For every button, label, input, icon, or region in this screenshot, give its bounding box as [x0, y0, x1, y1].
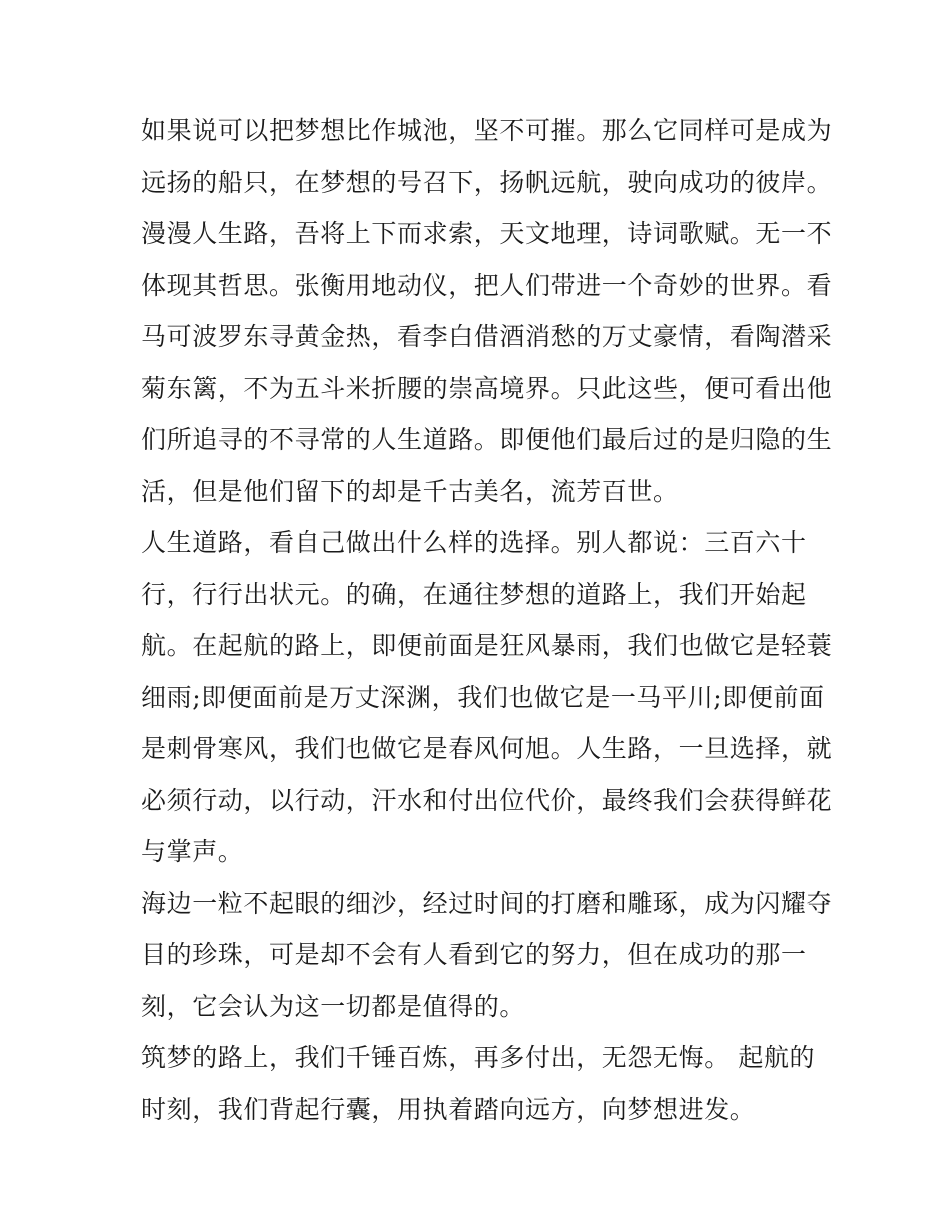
text-line: 航。在起航的路上，即便前面是狂风暴雨，我们也做它是轻蓑: [141, 631, 833, 660]
text-line: 行，行行出状元。的确，在通往梦想的道路上，我们开始起: [141, 579, 807, 609]
text-line: 目的珍珠，可是却不会有人看到它的努力，但在成功的那一: [141, 940, 807, 969]
text-line: 漫漫人生路，吾将上下而求索，天文地理，诗词歌赋。无一不: [141, 219, 833, 248]
text-line: 人生道路，看自己做出什么样的选择。别人都说：三百六十: [141, 528, 807, 557]
text-line: 远扬的船只，在梦想的号召下，扬帆远航，驶向成功的彼岸。: [141, 167, 833, 197]
text-line: 细雨;即便面前是万丈深渊，我们也做它是一马平川;即便前面: [141, 682, 825, 712]
text-line: 筑梦的路上，我们千锤百炼，再多付出，无怨无悔。 起航的: [141, 1043, 816, 1072]
text-line: 马可波罗东寻黄金热，看李白借酒消愁的万丈豪情，看陶潜采: [141, 322, 833, 351]
text-line: 是刺骨寒风，我们也做它是春风何旭。人生路，一旦选择，就: [141, 734, 833, 763]
text-line: 必须行动，以行动，汗水和付出位代价，最终我们会获得鲜花: [141, 785, 833, 815]
text-line: 如果说可以把梦想比作城池，坚不可摧。那么它同样可是成为: [141, 116, 833, 145]
text-line: 菊东篱，不为五斗米折腰的崇高境界。只此这些，便可看出他: [141, 373, 833, 403]
text-line: 体现其哲思。张衡用地动仪，把人们带进一个奇妙的世界。看: [141, 270, 833, 300]
text-line: 刻，它会认为这一切都是值得的。: [141, 991, 526, 1021]
text-line: 与掌声。: [141, 837, 244, 866]
text-line: 时刻，我们背起行囊，用执着踏向远方，向梦想进发。: [141, 1094, 756, 1124]
essay-body: [141, 105, 833, 1135]
text-line: 海边一粒不起眼的细沙，经过时间的打磨和雕琢，成为闪耀夺: [141, 888, 833, 918]
text-line: 们所追寻的不寻常的人生道路。即便他们最后过的是归隐的生: [141, 425, 833, 454]
text-line: 活，但是他们留下的却是千古美名，流芳百世。: [141, 476, 679, 506]
